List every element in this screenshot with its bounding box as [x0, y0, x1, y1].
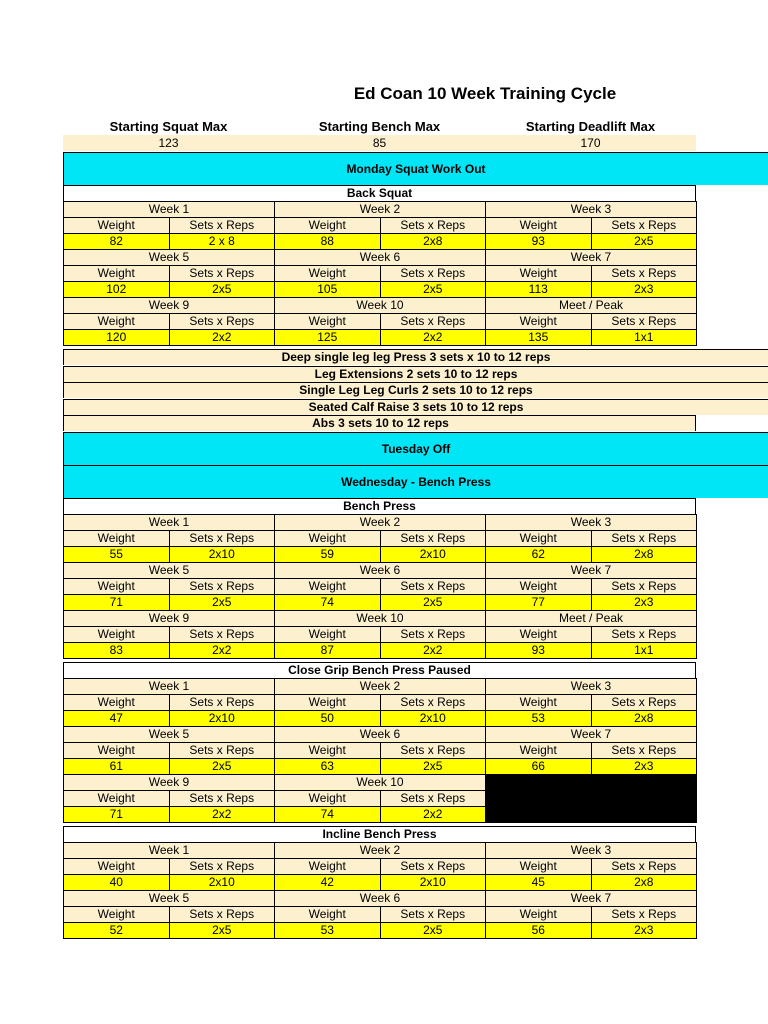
sets-reps-header: Sets x Reps — [380, 531, 486, 547]
sets-reps-value: 2x2 — [380, 807, 486, 823]
accessory-row — [63, 366, 768, 382]
weight-value: 40 — [64, 875, 170, 891]
week-row — [64, 679, 697, 695]
wednesday-heading: Wednesday - Bench Press — [63, 465, 768, 498]
accessory-text: Abs 3 sets 10 to 12 reps — [312, 416, 449, 430]
weight-value: 50 — [275, 711, 381, 727]
week-label: Week 2 — [275, 202, 486, 218]
sets-reps-header: Sets x Reps — [380, 791, 486, 807]
weight-header: Weight — [64, 791, 170, 807]
squat-max-label: Starting Squat Max — [109, 119, 228, 134]
week-label: Week 2 — [275, 515, 486, 531]
weight-value: 71 — [64, 807, 170, 823]
sets-reps-header: Sets x Reps — [591, 531, 697, 547]
sets-reps-value: 2x5 — [380, 595, 486, 611]
week-label: Week 2 — [275, 843, 486, 859]
sets-reps-value: 2x10 — [169, 547, 275, 563]
weight-header: Weight — [64, 314, 170, 330]
sets-reps-header: Sets x Reps — [591, 627, 697, 643]
week-label: Week 5 — [64, 727, 275, 743]
sets-reps-value: 2x5 — [380, 759, 486, 775]
week-label: Week 3 — [486, 202, 697, 218]
weight-value: 56 — [486, 923, 592, 939]
weight-value: 61 — [64, 759, 170, 775]
week-row — [64, 727, 697, 743]
weight-header: Weight — [486, 266, 592, 282]
weight-header: Weight — [486, 531, 592, 547]
weight-header: Weight — [64, 743, 170, 759]
bench-title: Bench Press — [63, 498, 696, 514]
label-row — [64, 266, 697, 282]
weight-value: 47 — [64, 711, 170, 727]
label-row — [64, 579, 697, 595]
sets-reps-value: 2x8 — [591, 547, 697, 563]
close-grip-title: Close Grip Bench Press Paused — [63, 662, 696, 678]
weight-value: 102 — [64, 282, 170, 298]
sets-reps-header: Sets x Reps — [169, 743, 275, 759]
sets-reps-value: 2 x 8 — [169, 234, 275, 250]
incline-title: Incline Bench Press — [63, 826, 696, 842]
weight-header: Weight — [64, 859, 170, 875]
bench-max-value: 85 — [274, 135, 485, 151]
label-row — [64, 907, 697, 923]
week-label: Week 3 — [486, 515, 697, 531]
sets-reps-value: 2x3 — [591, 759, 697, 775]
weight-header: Weight — [486, 695, 592, 711]
sets-reps-value: 2x5 — [169, 595, 275, 611]
sets-reps-value: 2x5 — [169, 759, 275, 775]
weight-header: Weight — [275, 743, 381, 759]
weight-value: 74 — [275, 595, 381, 611]
sets-reps-value: 2x2 — [169, 330, 275, 346]
back-squat-table — [63, 201, 697, 346]
weight-header: Weight — [64, 218, 170, 234]
weight-header: Weight — [275, 791, 381, 807]
week-label: Week 10 — [275, 298, 486, 314]
sets-reps-value: 2x3 — [591, 282, 697, 298]
accessory-row — [63, 415, 696, 431]
sets-reps-header: Sets x Reps — [591, 695, 697, 711]
sets-reps-value: 2x2 — [380, 330, 486, 346]
label-row — [64, 218, 697, 234]
week-label: Week 9 — [64, 298, 275, 314]
weight-value: 125 — [275, 330, 381, 346]
weight-header: Weight — [486, 627, 592, 643]
sets-reps-value: 2x10 — [380, 711, 486, 727]
sets-reps-header: Sets x Reps — [169, 266, 275, 282]
week-label: Week 6 — [275, 563, 486, 579]
week-row — [64, 202, 697, 218]
weight-header: Weight — [486, 907, 592, 923]
sets-reps-value: 2x5 — [380, 923, 486, 939]
value-row — [64, 282, 697, 298]
sets-reps-value: 1x1 — [591, 643, 697, 659]
week-label: Week 3 — [486, 843, 697, 859]
weight-value: 105 — [275, 282, 381, 298]
week-label: Week 5 — [64, 563, 275, 579]
sets-reps-value: 2x5 — [380, 282, 486, 298]
sets-reps-header: Sets x Reps — [380, 695, 486, 711]
week-label: Week 7 — [486, 891, 697, 907]
label-row — [64, 695, 697, 711]
weight-header: Weight — [275, 579, 381, 595]
week-row — [64, 891, 697, 907]
weight-header: Weight — [275, 314, 381, 330]
accessory-row — [63, 349, 768, 365]
sets-reps-value: 2x10 — [169, 875, 275, 891]
value-row — [64, 923, 697, 939]
sets-reps-header: Sets x Reps — [591, 314, 697, 330]
week-label: Week 2 — [275, 679, 486, 695]
week-row — [64, 298, 697, 314]
weight-header: Weight — [275, 218, 381, 234]
weight-value: 82 — [64, 234, 170, 250]
weight-value: 74 — [275, 807, 381, 823]
sets-reps-header: Sets x Reps — [169, 907, 275, 923]
weight-header: Weight — [275, 627, 381, 643]
weight-header: Weight — [64, 266, 170, 282]
sets-reps-value: 2x2 — [380, 643, 486, 659]
week-row — [64, 250, 697, 266]
sheet-title: Ed Coan 10 Week Training Cycle — [353, 84, 617, 103]
label-row — [64, 743, 697, 759]
week-label: Week 7 — [486, 250, 697, 266]
sets-reps-value: 2x2 — [169, 807, 275, 823]
value-row — [64, 595, 697, 611]
tuesday-heading: Tuesday Off — [63, 432, 768, 465]
sets-reps-value: 2x8 — [380, 234, 486, 250]
week-row — [64, 611, 697, 627]
week-label: Week 10 — [275, 611, 486, 627]
weight-header: Weight — [64, 627, 170, 643]
sets-reps-value: 1x1 — [591, 330, 697, 346]
week-row — [64, 843, 697, 859]
deadlift-max-label: Starting Deadlift Max — [525, 119, 656, 134]
week-label: Week 10 — [275, 775, 486, 791]
week-label: Week 7 — [486, 727, 697, 743]
sets-reps-header: Sets x Reps — [169, 218, 275, 234]
sets-reps-header: Sets x Reps — [169, 791, 275, 807]
weight-header: Weight — [275, 859, 381, 875]
sets-reps-header: Sets x Reps — [380, 218, 486, 234]
squat-max-value: 123 — [63, 135, 274, 151]
week-label: Week 9 — [64, 611, 275, 627]
accessory-text: Leg Extensions 2 sets 10 to 12 reps — [314, 366, 518, 381]
bench-max-label: Starting Bench Max — [318, 119, 441, 134]
week-label: Week 6 — [275, 727, 486, 743]
sets-reps-header: Sets x Reps — [591, 743, 697, 759]
weight-value: 77 — [486, 595, 592, 611]
value-row — [64, 234, 697, 250]
weight-header: Weight — [486, 314, 592, 330]
sets-reps-value: 2x3 — [591, 923, 697, 939]
weight-header: Weight — [486, 859, 592, 875]
sets-reps-header: Sets x Reps — [169, 627, 275, 643]
weight-value: 53 — [275, 923, 381, 939]
weight-value: 83 — [64, 643, 170, 659]
sets-reps-header: Sets x Reps — [169, 859, 275, 875]
value-row — [64, 711, 697, 727]
label-row — [64, 859, 697, 875]
sets-reps-header: Sets x Reps — [591, 859, 697, 875]
weight-header: Weight — [64, 695, 170, 711]
back-squat-title: Back Squat — [63, 185, 696, 201]
weight-value: 113 — [486, 282, 592, 298]
sets-reps-header: Sets x Reps — [169, 314, 275, 330]
sets-reps-value: 2x2 — [169, 643, 275, 659]
value-row — [64, 330, 697, 346]
weight-value: 62 — [486, 547, 592, 563]
accessory-row — [63, 399, 768, 415]
sets-reps-header: Sets x Reps — [169, 531, 275, 547]
weight-header: Weight — [275, 695, 381, 711]
week-label: Week 5 — [64, 891, 275, 907]
sets-reps-value: 2x5 — [591, 234, 697, 250]
weight-value: 63 — [275, 759, 381, 775]
weight-header: Weight — [486, 579, 592, 595]
sets-reps-header: Sets x Reps — [380, 859, 486, 875]
week-label: Week 1 — [64, 202, 275, 218]
incline-table — [63, 842, 697, 939]
weight-value: 135 — [486, 330, 592, 346]
accessory-text: Deep single leg leg Press 3 sets x 10 to 12 reps — [281, 350, 551, 364]
week-label: Week 9 — [64, 775, 275, 791]
weight-value: 53 — [486, 711, 592, 727]
sets-reps-value: 2x8 — [591, 711, 697, 727]
weight-value: 120 — [64, 330, 170, 346]
weight-header: Weight — [486, 218, 592, 234]
value-row — [64, 759, 697, 775]
weight-value: 42 — [275, 875, 381, 891]
weight-value: 87 — [275, 643, 381, 659]
weight-value: 88 — [275, 234, 381, 250]
sets-reps-value: 2x8 — [591, 875, 697, 891]
week-label: Week 1 — [64, 843, 275, 859]
sets-reps-header: Sets x Reps — [169, 695, 275, 711]
week-row — [64, 563, 697, 579]
bench-table — [63, 514, 697, 659]
week-label: Week 1 — [64, 679, 275, 695]
week-row — [64, 515, 697, 531]
week-label: Week 3 — [486, 679, 697, 695]
sets-reps-header: Sets x Reps — [380, 314, 486, 330]
week-label: Week 7 — [486, 563, 697, 579]
weight-value: 66 — [486, 759, 592, 775]
weight-value: 55 — [64, 547, 170, 563]
weight-header: Weight — [64, 907, 170, 923]
value-row — [64, 643, 697, 659]
weight-value: 52 — [64, 923, 170, 939]
close-grip-table — [63, 678, 697, 823]
sets-reps-value: 2x5 — [169, 282, 275, 298]
sets-reps-value: 2x10 — [380, 875, 486, 891]
label-row — [64, 314, 697, 330]
weight-header: Weight — [486, 743, 592, 759]
week-label: Week 6 — [275, 250, 486, 266]
week-label: Week 1 — [64, 515, 275, 531]
monday-heading: Monday Squat Work Out — [63, 152, 768, 185]
weight-header: Weight — [64, 579, 170, 595]
sets-reps-header: Sets x Reps — [591, 579, 697, 595]
sets-reps-header: Sets x Reps — [380, 743, 486, 759]
blank-cell — [486, 775, 697, 823]
label-row — [64, 627, 697, 643]
weight-value: 71 — [64, 595, 170, 611]
sets-reps-header: Sets x Reps — [591, 266, 697, 282]
weight-header: Weight — [275, 531, 381, 547]
week-label: Meet / Peak — [486, 611, 697, 627]
sets-reps-header: Sets x Reps — [169, 579, 275, 595]
sets-reps-value: 2x10 — [169, 711, 275, 727]
label-row — [64, 531, 697, 547]
week-label: Week 5 — [64, 250, 275, 266]
accessory-row — [63, 382, 768, 398]
sets-reps-header: Sets x Reps — [380, 579, 486, 595]
sets-reps-header: Sets x Reps — [591, 907, 697, 923]
value-row — [64, 875, 697, 891]
accessory-text: Seated Calf Raise 3 sets 10 to 12 reps — [308, 399, 524, 414]
accessory-text: Single Leg Leg Curls 2 sets 10 to 12 reps — [299, 383, 533, 397]
week-row — [64, 775, 697, 791]
sets-reps-header: Sets x Reps — [591, 218, 697, 234]
sets-reps-value: 2x3 — [591, 595, 697, 611]
weight-header: Weight — [275, 907, 381, 923]
sets-reps-header: Sets x Reps — [380, 627, 486, 643]
deadlift-max-value: 170 — [485, 135, 696, 151]
weight-header: Weight — [64, 531, 170, 547]
sets-reps-value: 2x5 — [169, 923, 275, 939]
sets-reps-header: Sets x Reps — [380, 907, 486, 923]
weight-value: 93 — [486, 234, 592, 250]
weight-value: 93 — [486, 643, 592, 659]
value-row — [64, 547, 697, 563]
sets-reps-header: Sets x Reps — [380, 266, 486, 282]
week-label: Meet / Peak — [486, 298, 697, 314]
week-label: Week 6 — [275, 891, 486, 907]
sets-reps-value: 2x10 — [380, 547, 486, 563]
weight-value: 45 — [486, 875, 592, 891]
weight-header: Weight — [275, 266, 381, 282]
weight-value: 59 — [275, 547, 381, 563]
